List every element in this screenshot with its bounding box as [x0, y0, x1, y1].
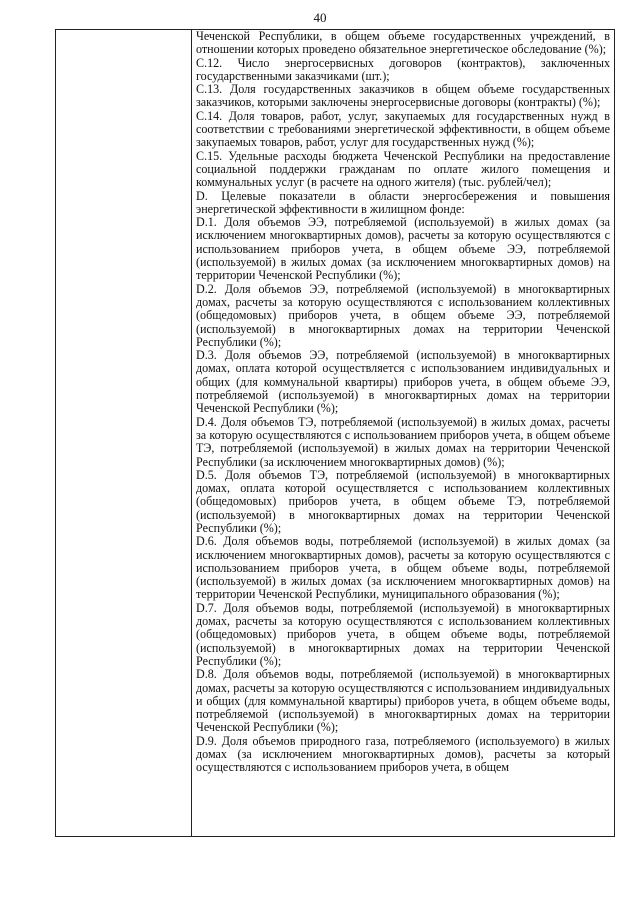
- indicator-paragraph: D.5. Доля объемов ТЭ, потребляемой (используемой) в многоквартирных домах, оплата которой осуществляется с использованием коллективных (общедомовых) приборов учета, в общем объеме ТЭ, потребляемой (используемой) в многоквартирных домах на территории Чеченской Республики (%);: [196, 467, 610, 535]
- indicators-table: [55, 29, 615, 837]
- table-right-cell: [192, 30, 614, 836]
- indicator-paragraph: С.15. Удельные расходы бюджета Чеченской Республики на предоставление социальной поддержки гражданам по оплате жилого помещения и коммунальных услуг (в расчете на одного жителя) (тыс. рублей/чел);: [196, 148, 610, 190]
- indicator-paragraph: D.7. Доля объемов воды, потребляемой (используемой) в многоквартирных домах, расчеты за которую осуществляются с использованием коллективных (общедомовых) приборов учета, в общем объеме воды, потребляемой (используемой) в многоквартирных домах на территории Чеченской Республики (%);: [196, 600, 610, 668]
- indicator-paragraph: С.13. Доля государственных заказчиков в общем объеме государственных заказчиков, которыми заключены энергосервисные договоры (контракты) (%);: [196, 82, 610, 110]
- indicator-paragraph: С.12. Число энергосервисных договоров (контрактов), заключенных государственными заказчиками (шт.);: [196, 55, 610, 83]
- page-number: 40: [313, 10, 327, 25]
- indicator-paragraph: D.1. Доля объемов ЭЭ, потребляемой (используемой) в жилых домах (за исключением многоквартирных домов), расчеты за которую осуществляются с использованием приборов учета, в общем объеме ЭЭ, потребляемой (используемой) в жилых домах (за исключением многоквартирных домов) на территории Чеченской Республики (%);: [196, 215, 610, 283]
- indicator-paragraph: D.4. Доля объемов ТЭ, потребляемой (используемой) в жилых домах, расчеты за которую осуществляются с использованием приборов учета, в общем объеме ТЭ, потребляемой (используемой) в жилых домах на территории Чеченской Республики (за исключением многоквартирных домов) (%);: [196, 414, 610, 469]
- indicator-paragraph: Чеченской Республики, в общем объеме государственных учреждений, в отношении которых проведено обязательное энергетическое обследование (%);: [196, 30, 610, 57]
- section-heading: D. Целевые показатели в области энергосбережения и повышения энергетической эффективности в жилищном фонде:: [196, 188, 610, 216]
- indicator-paragraph: D.3. Доля объемов ЭЭ, потребляемой (используемой) в многоквартирных домах, оплата которой осуществляется с использованием индивидуальных и общих (для коммунальной квартиры) приборов учета, в общем объеме ЭЭ, потребляемой (используемой) в многоквартирных домах на территории Чеченской Республики (%);: [196, 348, 610, 416]
- table-left-cell: [56, 30, 192, 836]
- indicator-paragraph: D.9. Доля объемов природного газа, потребляемого (используемого) в жилых домах (за исключением многоквартирных домов), расчеты за который осуществляются с использованием приборов учета, в общем: [196, 733, 610, 775]
- indicator-paragraph: D.6. Доля объемов воды, потребляемой (используемой) в жилых домах (за исключением многоквартирных домов), расчеты за которую осуществляются с использованием приборов учета, в общем объеме воды, потребляемой (используемой) в жилых домах (за исключением многоквартирных домов) на территории Чеченской Республики, муниципального образования (%);: [196, 534, 610, 602]
- indicator-paragraph: D.8. Доля объемов воды, потребляемой (используемой) в многоквартирных домах, расчеты за которую осуществляются с использованием индивидуальных и общих (для коммунальной квартиры) приборов учета, в общем объеме воды, потребляемой (используемой) в многоквартирных домах на территории Чеченской Республики (%);: [196, 667, 610, 735]
- indicator-paragraph: D.2. Доля объемов ЭЭ, потребляемой (используемой) в многоквартирных домах, расчеты за которую осуществляются с использованием коллективных (общедомовых) приборов учета, в общем объеме ЭЭ, потребляемой (используемой) в многоквартирных домах на территории Чеченской Республики (%);: [196, 281, 610, 349]
- indicator-paragraph: С.14. Доля товаров, работ, услуг, закупаемых для государственных нужд в соответствии с требованиями энергетической эффективности, в общем объеме закупаемых товаров, работ, услуг для государственных нужд (%);: [196, 108, 610, 150]
